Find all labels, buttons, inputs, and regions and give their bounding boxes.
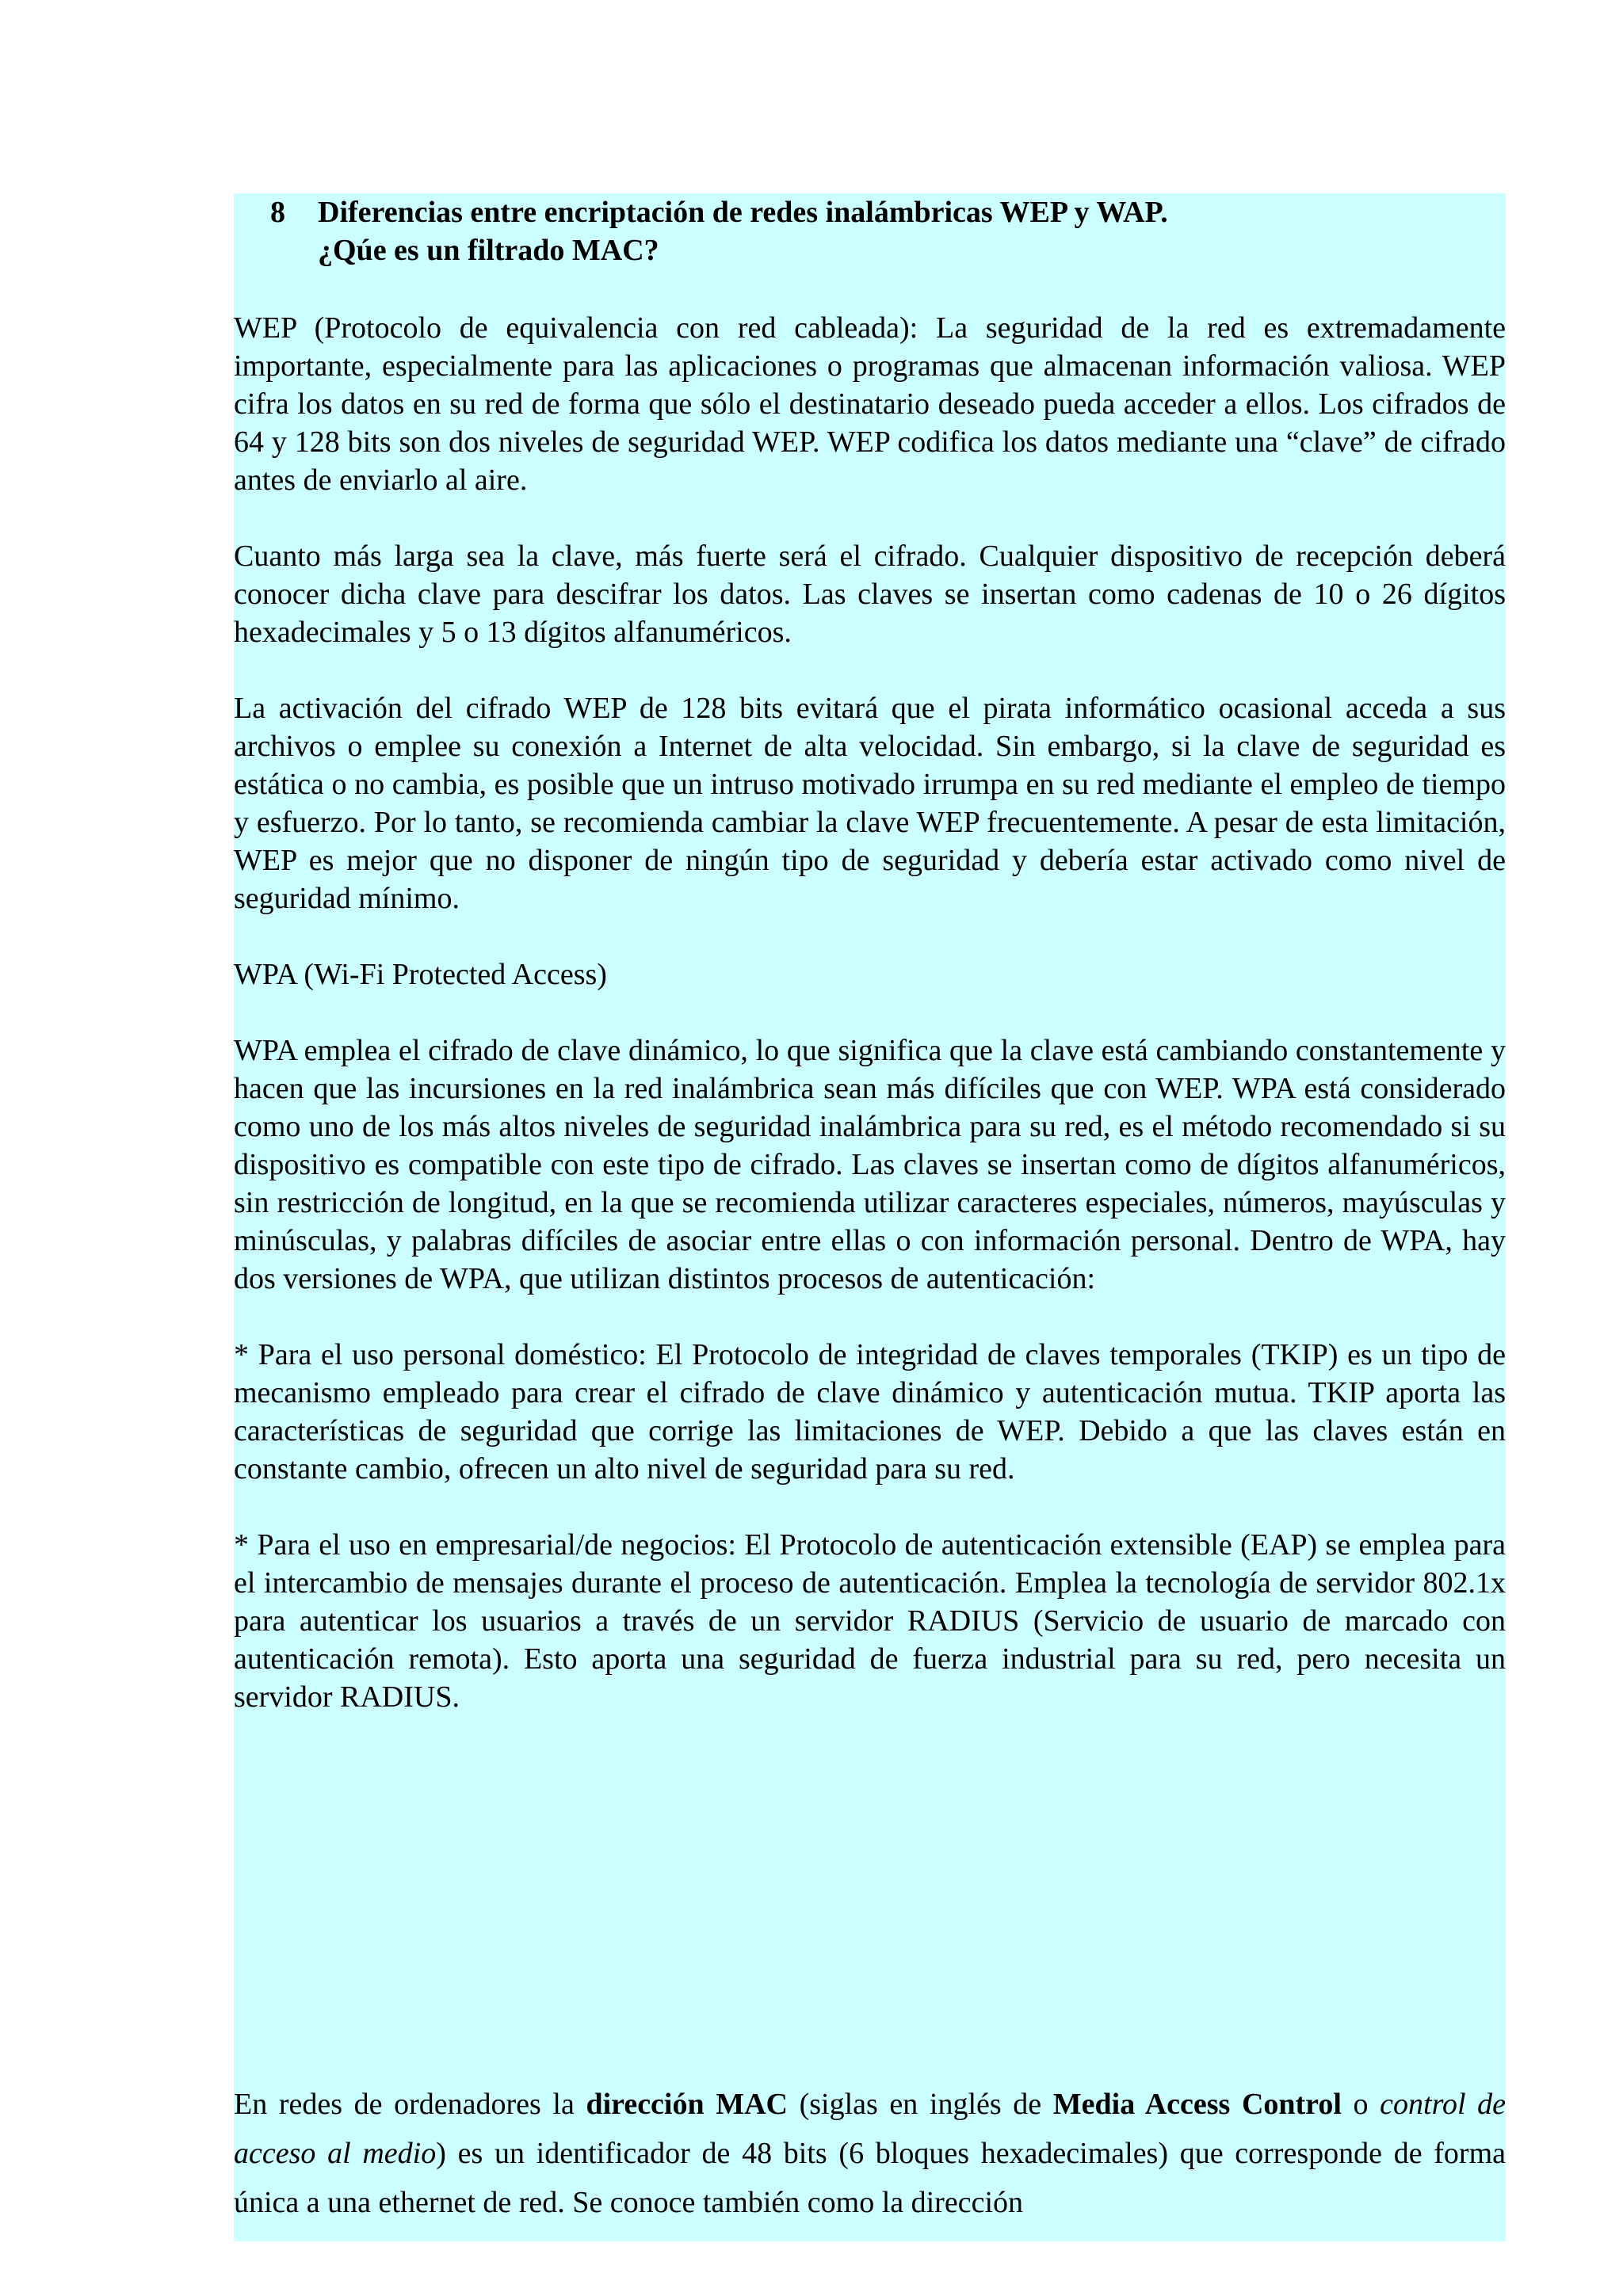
mac-term-control-acceso: control de acceso al medio	[234, 2088, 1506, 2170]
section-heading	[270, 193, 1221, 269]
section-title: Diferencias entre encriptación de redes inalámbricas WEP y WAP.¿Qúe es un filtrado MAC?	[318, 196, 1168, 267]
mac-text-3: o	[1341, 2088, 1381, 2121]
section-number: 8	[270, 196, 285, 229]
mac-text-2: (siglas en inglés de	[787, 2088, 1053, 2121]
paragraph-wpa-description: WPA emplea el cifrado de clave dinámico, lo que significa que la clave está cambiando constantemente y hacen que las incursiones en la red inalámbrica sean más difíciles que con WEP. WPA está considerado como uno de los más altos niveles de seguridad inalámbrica para su red, es el método recomendado si su dispositivo es compatible con este tipo de cifrado. Las claves se insertan como de dígitos alfanuméricos, sin restricción de longitud, en la que se recomienda utilizar caracteres especiales, números, mayúsculas y minúsculas, y palabras difíciles de asociar entre ellas o con información personal. Dentro de WPA, hay dos versiones de WPA, que utilizan distintos procesos de autenticación:	[234, 1034, 1506, 1295]
mac-text-1: En redes de ordenadores la	[234, 2088, 586, 2121]
paragraph-wep-128: La activación del cifrado WEP de 128 bits evitará que el pirata informático ocasional acceda a sus archivos o emplee su conexión a Internet de alta velocidad. Sin embargo, si la clave de seguridad es estática o no cambia, es posible que un intruso motivado irrumpa en su red mediante el empleo de tiempo y esfuerzo. Por lo tanto, se recomienda cambiar la clave WEP frecuentemente. A pesar de esta limitación, WEP es mejor que no disponer de ningún tipo de seguridad y debería estar activado como nivel de seguridad mínimo.	[234, 692, 1506, 915]
document-body	[234, 309, 1506, 1754]
paragraph-eap: * Para el uso en empresarial/de negocios: El Protocolo de autenticación extensible (EAP) se emplea para el intercambio de mensajes durante el proceso de autenticación. Emplea la tecnología de servidor 802.1x para autenticar los usuarios a través de un servidor RADIUS (Servicio de usuario de marcado con autenticación remota). Esto aporta una seguridad de fuerza industrial para su red, pero necesita un servidor RADIUS.	[234, 1528, 1506, 1714]
paragraph-wep-intro: WEP (Protocolo de equivalencia con red cableada): La seguridad de la red es extremadamente importante, especialmente para las aplicaciones o programas que almacenan información valiosa. WEP cifra los datos en su red de forma que sólo el destinatario deseado pueda acceder a ellos. Los cifrados de 64 y 128 bits son dos niveles de seguridad WEP. WEP codifica los datos mediante una “clave” de cifrado antes de enviarlo al aire.	[234, 311, 1506, 497]
paragraph-mac-definition	[234, 2080, 1506, 2227]
mac-term-direccion: dirección MAC	[586, 2088, 788, 2121]
paragraph-wpa-heading: WPA (Wi-Fi Protected Access)	[234, 958, 607, 991]
paragraph-tkip: * Para el uso personal doméstico: El Protocolo de integridad de claves temporales (TKIP) es un tipo de mecanismo empleado para crear el cifrado de clave dinámico y autenticación mutua. TKIP aporta las características de seguridad que corrige las limitaciones de WEP. Debido a que las claves están en constante cambio, ofrecen un alto nivel de seguridad para su red.	[234, 1338, 1506, 1486]
paragraph-key-length: Cuanto más larga sea la clave, más fuerte será el cifrado. Cualquier dispositivo de recepción deberá conocer dicha clave para descifrar los datos. Las claves se insertan como cadenas de 10 o 26 dígitos hexadecimales y 5 o 13 dígitos alfanuméricos.	[234, 540, 1506, 649]
mac-text-4: ) es un identificador de 48 bits (6 bloques hexadecimales) que corresponde de forma única a una ethernet de red. Se conoce también como la dirección	[234, 2137, 1506, 2219]
mac-address-section	[234, 2080, 1506, 2227]
mac-term-media-access-control: Media Access Control	[1052, 2088, 1342, 2121]
